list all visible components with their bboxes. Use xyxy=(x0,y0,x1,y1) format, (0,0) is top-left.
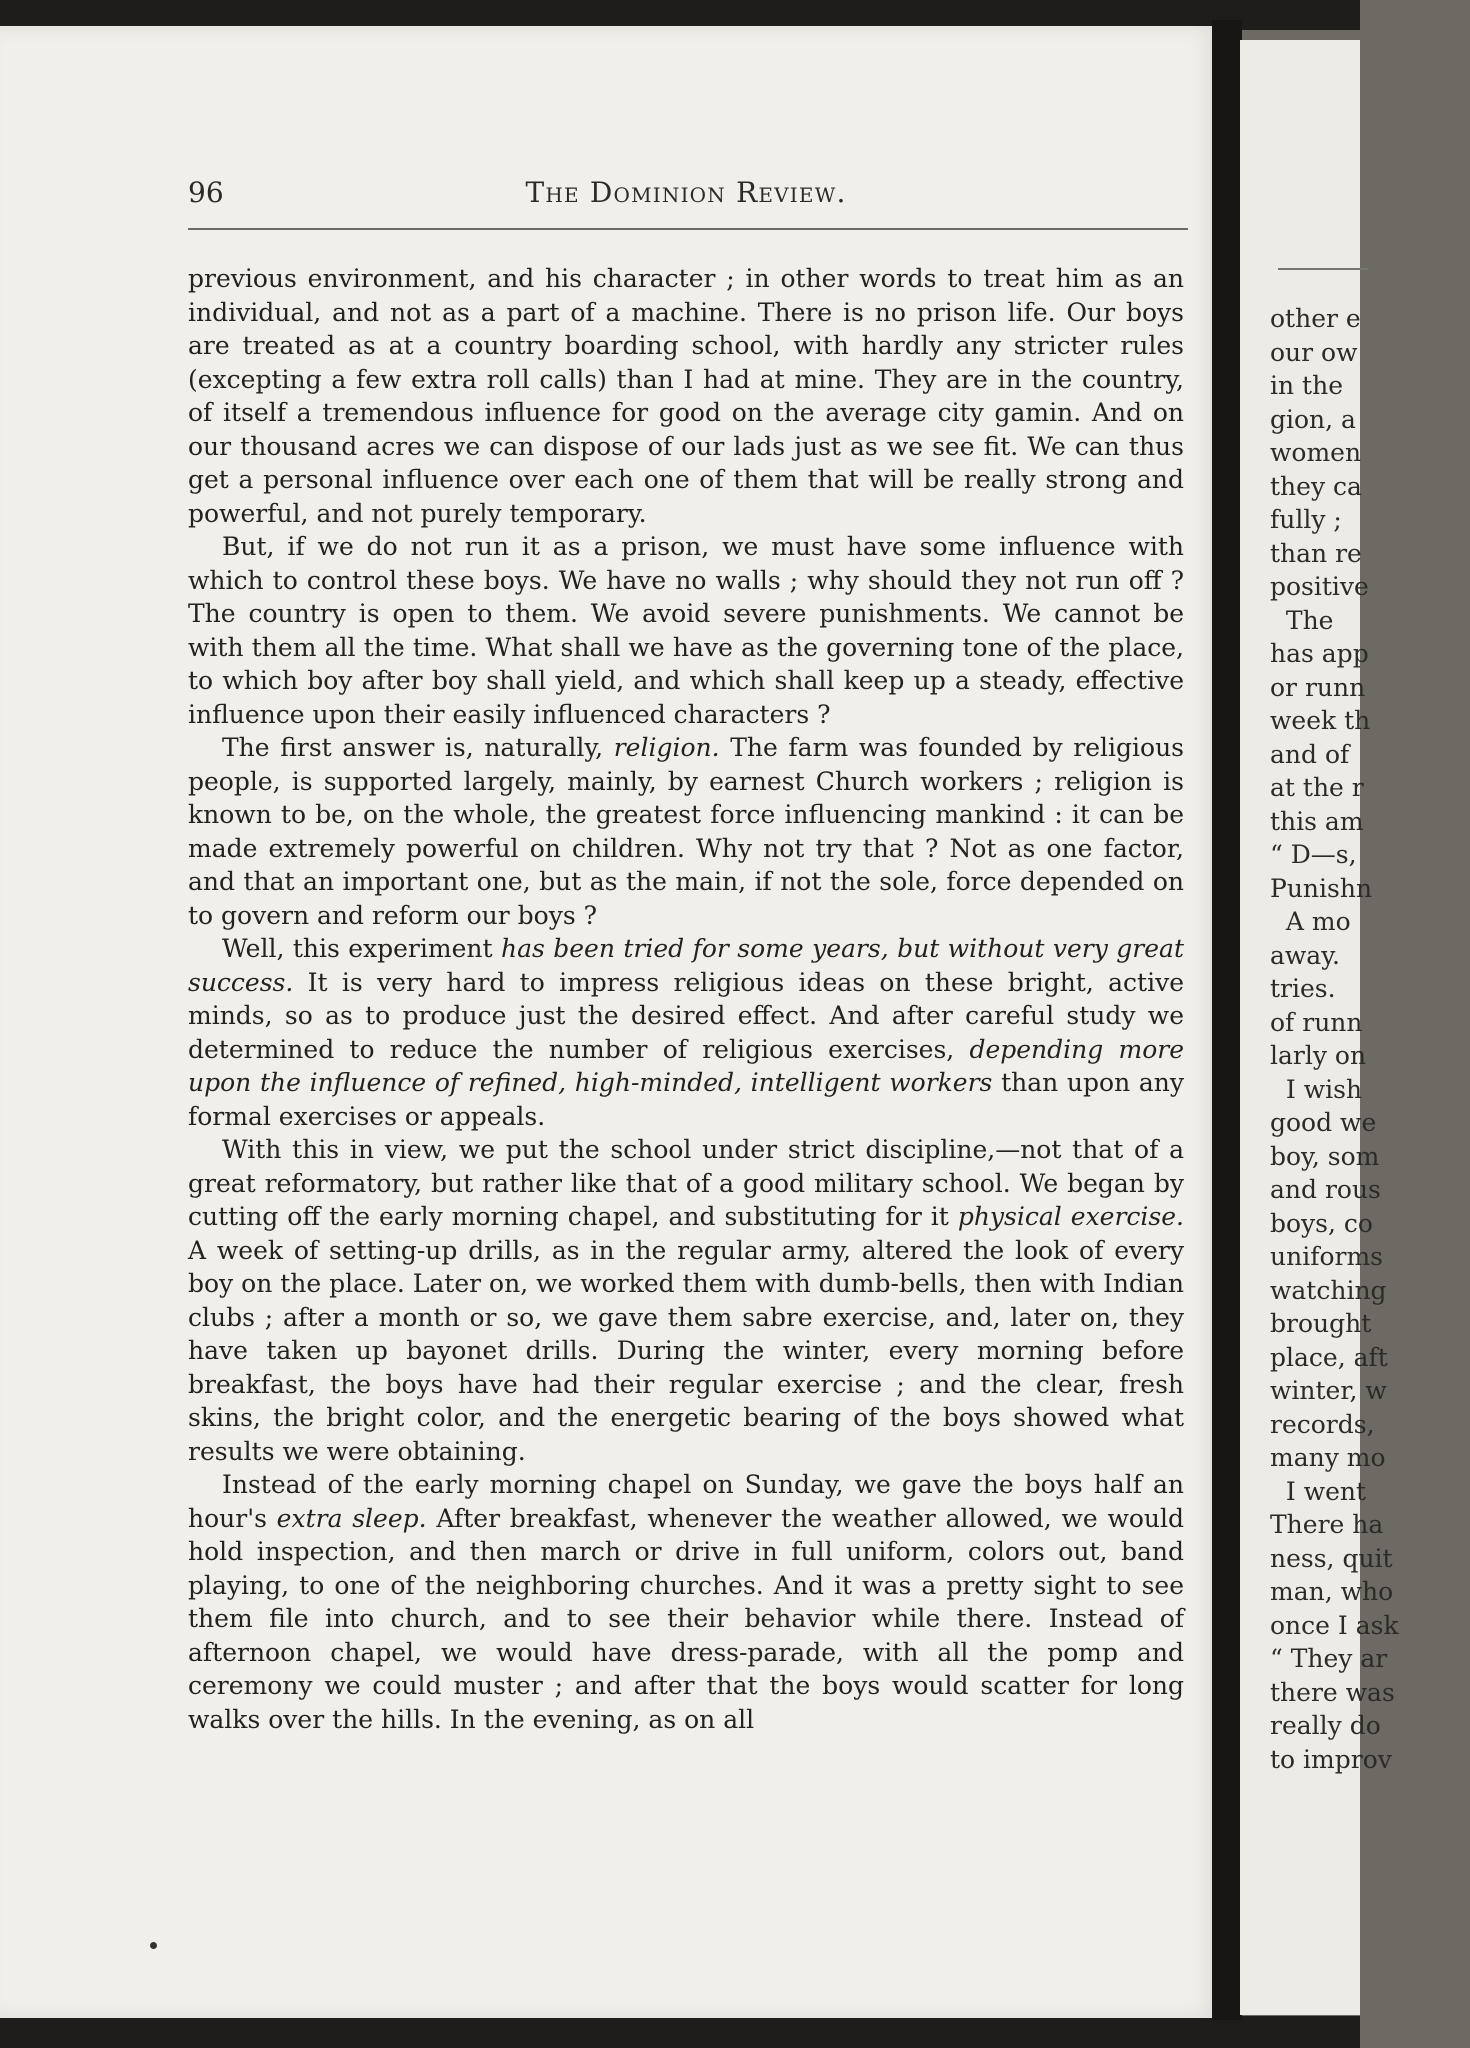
facing-page-line: than re xyxy=(1270,538,1362,568)
facing-page-line: and rous xyxy=(1270,1175,1381,1204)
facing-page-line: larly on xyxy=(1270,1041,1367,1070)
scan-border-bottom xyxy=(0,2016,1360,2048)
facing-page-line: really do xyxy=(1270,1711,1381,1740)
facing-page-text xyxy=(1270,302,1470,1776)
page-number: 96 xyxy=(188,176,224,209)
paragraph xyxy=(188,262,1184,530)
facing-page-line: many mo xyxy=(1270,1443,1386,1472)
facing-page-line: man, who xyxy=(1270,1577,1394,1606)
facing-page-line: watching xyxy=(1270,1275,1387,1305)
text-run: The first answer is, naturally, xyxy=(222,733,614,762)
facing-page-line: positive xyxy=(1270,572,1369,601)
facing-page-line: brought xyxy=(1270,1309,1372,1338)
facing-page-line: once I ask xyxy=(1270,1610,1399,1640)
scan-speck xyxy=(150,1942,157,1949)
facing-page xyxy=(1240,40,1399,2015)
facing-page-line: of runn xyxy=(1270,1007,1363,1037)
facing-page-line: “ D—s, xyxy=(1270,840,1357,869)
facing-page-line: ness, quit xyxy=(1270,1543,1393,1573)
facing-page-line: gion, a xyxy=(1270,404,1356,434)
facing-page-line: there was xyxy=(1270,1677,1395,1707)
text-run: The farm was founded by religious people, is supported largely, mainly, by earnest Church workers ; religion is known to be, on the whole, the greatest force influencing mankind : it can be made extremely powerful on children. Why not try that ? Not as one factor, and that an important one, but as the main, if not the sole, force depended on to govern and reform our boys ? xyxy=(188,733,1184,930)
text-run: After breakfast, whenever the weather allowed, we would hold inspection, and then march or drive in full uniform, colors out, band playing, to one of the neighboring churches. And it was a pretty sight to see them file into church, and to see their behavior while there. Instead of afternoon chapel, we would have dress-parade, with all the pomp and ceremony we could muster ; and after that the boys would scatter for long walks over the hills. In the evening, as on all xyxy=(188,1503,1184,1734)
facing-page-line: I wish xyxy=(1270,1074,1363,1104)
facing-page-line: and of xyxy=(1270,739,1350,769)
facing-page-line: away. xyxy=(1270,940,1340,970)
italic-text: religion. xyxy=(613,733,720,762)
text-run: previous environment, and his character ; in other words to treat him as an individual, and not as a part of a machine. There is no prison life. Our boys are treated as at a country boarding school, with hardly any stricter rules (excepting a few extra roll calls) than I had at mine. They are in the country, of itself a tremendous influence for good on the average city gamin. And on our thousand acres we can dispose of our lads just as we see fit. We can thus get a personal influence over each one of them that will be really strong and powerful, and not purely temporary. xyxy=(188,264,1184,528)
text-run: It is very hard to impress religious ideas on these bright, active minds, so as to produce just the desired effect. And after careful study we determined to reduce the number of religious exercises, xyxy=(188,967,1184,1064)
text-run: than upon any formal exercises or appeals. xyxy=(188,1068,1184,1131)
text-run: Instead of the early morning chapel on Sunday, we gave the boys half an hour's xyxy=(188,1470,1184,1533)
running-title: The Dominion Review. xyxy=(525,176,847,209)
facing-page-line: women xyxy=(1270,438,1362,467)
italic-text: depending more upon the influence of refined, high-minded, intelligent workers xyxy=(188,1034,1184,1097)
facing-page-line: “ They ar xyxy=(1270,1644,1388,1673)
text-run: Well, this experiment xyxy=(222,934,501,963)
facing-page-line: boy, som xyxy=(1270,1141,1380,1171)
running-header xyxy=(188,172,1184,212)
facing-page-line: other e xyxy=(1270,304,1361,333)
article-body xyxy=(188,262,1184,1736)
facing-page-line: A mo xyxy=(1270,907,1351,936)
facing-page-line: they ca xyxy=(1270,471,1362,501)
italic-text: extra sleep. xyxy=(276,1503,427,1533)
facing-page-line: uniforms xyxy=(1270,1242,1383,1271)
facing-page-line: tries. xyxy=(1270,974,1336,1003)
facing-page-header-rule xyxy=(1278,268,1368,270)
paragraph xyxy=(188,932,1184,1133)
facing-page-line: The xyxy=(1270,605,1334,635)
paragraph xyxy=(188,1468,1184,1736)
facing-page-line: There ha xyxy=(1270,1510,1384,1539)
paragraph xyxy=(188,530,1184,731)
text-run: But, if we do not run it as a prison, we must have some influence with which to control these boys. We have no walls ; why should they not run off ? The country is open to them. We avoid severe punishments. We cannot be with them all the time. What shall we have as the governing tone of the place, to which boy after boy shall yield, and which shall keep up a steady, effective influence upon their easily influenced characters ? xyxy=(188,532,1184,729)
facing-page-line: Punishn xyxy=(1270,873,1373,903)
facing-page-line: our ow xyxy=(1270,337,1358,367)
facing-page-line: in the xyxy=(1270,371,1343,400)
paragraph xyxy=(188,1133,1184,1468)
facing-page-line: at the r xyxy=(1270,773,1364,802)
header-rule xyxy=(188,228,1188,230)
text-run: A week of setting-up drills, as in the regular army, altered the look of every boy on the place. Later on, we worked them with dumb-bells, then with Indian clubs ; after a month or so, we gave them sabre exercise, and, later on, they have taken up bayonet drills. During the winter, every morning before breakfast, the boys have had their regular exercise ; and the clear, fresh skins, the bright color, and the energetic bearing of the boys showed what results we were obtaining. xyxy=(188,1235,1184,1466)
facing-page-line: records, xyxy=(1270,1409,1375,1439)
text-run: With this in view, we put the school under strict discipline,—not that of a great reformatory, but rather like that of a good military school. We began by cutting off the early morning chapel, and substituting for it xyxy=(188,1135,1184,1231)
facing-page-line: place, aft xyxy=(1270,1342,1388,1372)
book-gutter xyxy=(1212,20,1242,2020)
facing-page-line: boys, co xyxy=(1270,1208,1373,1238)
italic-text: has been tried for some years, but without very great success. xyxy=(188,934,1184,997)
facing-page-line: fully ; xyxy=(1270,505,1342,534)
facing-page-line: has app xyxy=(1270,639,1369,668)
facing-page-line: week th xyxy=(1270,706,1371,735)
facing-page-line: good we xyxy=(1270,1108,1377,1137)
facing-page-line: this am xyxy=(1270,806,1364,836)
facing-page-line: I went xyxy=(1270,1476,1367,1506)
facing-page-line: to improv xyxy=(1270,1744,1392,1774)
facing-page-line: or runn xyxy=(1270,672,1366,702)
italic-text: physical exercise. xyxy=(957,1202,1184,1231)
facing-page-line: winter, w xyxy=(1270,1376,1387,1405)
paragraph xyxy=(188,731,1184,932)
